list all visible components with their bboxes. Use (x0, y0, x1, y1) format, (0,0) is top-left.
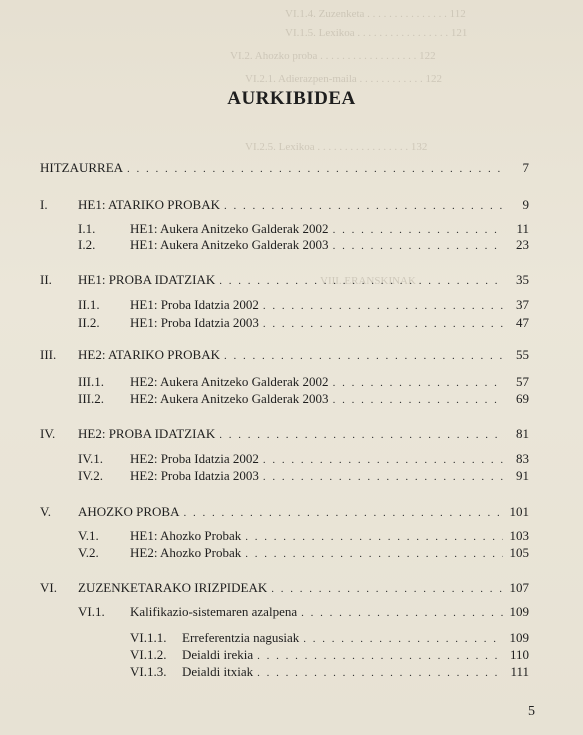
bleed-through-text: VIII. ERANSKINAK (320, 275, 416, 287)
dot-leader (263, 471, 503, 483)
toc-number: II.2. (78, 315, 100, 330)
toc-number: V. (40, 504, 51, 519)
toc-label: Deialdi irekia (182, 647, 254, 662)
dot-leader (333, 377, 503, 389)
toc-page-number: 9 (522, 197, 529, 212)
toc-entry (78, 468, 529, 484)
toc-page-number: 23 (516, 237, 529, 252)
toc-page-number: 81 (516, 426, 529, 441)
toc-page-number: 109 (509, 630, 529, 645)
dot-leader (127, 163, 503, 175)
dot-leader (245, 548, 503, 560)
toc-number: I. (40, 197, 48, 212)
dot-leader (301, 607, 503, 619)
toc-label: Deialdi itxiak (182, 664, 254, 679)
dot-leader (183, 507, 503, 519)
toc-entry (40, 426, 529, 442)
toc-page-number: 110 (509, 647, 529, 662)
toc-label: HE1: ATARIKO PROBAK (78, 197, 220, 212)
toc-entry (78, 604, 529, 620)
toc-page-number: 35 (516, 272, 529, 287)
toc-page-number: 103 (509, 528, 529, 543)
toc-entry (40, 197, 529, 213)
dot-leader (245, 531, 503, 543)
toc-number: III. (40, 347, 57, 362)
toc-page-number: 107 (509, 580, 529, 595)
toc-label: HITZAURREA (40, 160, 124, 175)
toc-number: V.2. (78, 545, 99, 560)
dot-leader (263, 318, 503, 330)
bleed-through-text: VI.2.1. Adierazpen-maila . . . . . . . . . . . . 122 (245, 73, 443, 85)
bleed-through-text: VI.2. Ahozko proba . . . . . . . . . . . . . . . . . . 122 (230, 50, 436, 62)
dot-leader (303, 633, 503, 645)
dot-leader (333, 240, 503, 252)
toc-label: HE2: Proba Idatzia 2002 (130, 451, 259, 466)
dot-leader (257, 667, 503, 679)
toc-page-number: 55 (516, 347, 529, 362)
toc-number: VI.1.2. (130, 647, 167, 662)
toc-label: HE2: Aukera Anitzeko Galderak 2003 (130, 391, 329, 406)
toc-entry (130, 647, 529, 663)
toc-number: IV.1. (78, 451, 104, 466)
toc-entry (78, 391, 529, 407)
toc-entry (78, 545, 529, 561)
toc-label: HE1: PROBA IDATZIAK (78, 272, 216, 287)
toc-label: HE2: ATARIKO PROBAK (78, 347, 220, 362)
toc-label: HE2: Ahozko Probak (130, 545, 242, 560)
dot-leader (263, 454, 503, 466)
dot-leader (219, 275, 503, 287)
toc-entry (78, 374, 529, 390)
dot-leader (224, 200, 503, 212)
page-number: 5 (528, 704, 535, 719)
toc-number: III.2. (78, 391, 104, 406)
toc-page-number: 111 (510, 664, 529, 679)
toc-number: VI.1.1. (130, 630, 167, 645)
toc-number: II.1. (78, 297, 100, 312)
toc-label: HE1: Aukera Anitzeko Galderak 2002 (130, 221, 329, 236)
toc-entry (130, 664, 529, 680)
toc-number: V.1. (78, 528, 99, 543)
toc-entry (40, 272, 529, 288)
toc-page-number: 101 (509, 504, 529, 519)
toc-label: HE2: Aukera Anitzeko Galderak 2002 (130, 374, 329, 389)
toc-label: HE2: Proba Idatzia 2003 (130, 468, 259, 483)
dot-leader (271, 583, 503, 595)
toc-number: I.1. (78, 221, 96, 236)
page-title: AURKIBIDEA (227, 88, 356, 109)
toc-page-number: 105 (509, 545, 529, 560)
toc-label: Erreferentzia nagusiak (182, 630, 300, 645)
dot-leader (263, 300, 503, 312)
toc-page-number: 37 (516, 297, 529, 312)
bleed-through-text: VI.1.5. Lexikoa . . . . . . . . . . . . . . . . . 121 (285, 27, 468, 39)
toc-page-number: 47 (516, 315, 529, 330)
toc-entry (40, 160, 529, 176)
toc-entry (78, 451, 529, 467)
dot-leader (333, 394, 503, 406)
toc-number: VI.1. (78, 604, 105, 619)
toc-page-number: 7 (522, 160, 529, 175)
dot-leader (219, 429, 503, 441)
dot-leader (257, 650, 503, 662)
toc-entry (78, 315, 529, 331)
toc-label: HE1: Ahozko Probak (130, 528, 242, 543)
bleed-through-text: VI.1.4. Zuzenketa . . . . . . . . . . . . . . . 112 (285, 8, 466, 20)
toc-label: HE1: Proba Idatzia 2002 (130, 297, 259, 312)
toc-label: HE2: PROBA IDATZIAK (78, 426, 216, 441)
toc-entry (78, 221, 529, 237)
toc-number: I.2. (78, 237, 96, 252)
toc-label: HE1: Proba Idatzia 2003 (130, 315, 259, 330)
bleed-through-text: VI.2.5. Lexikoa . . . . . . . . . . . . . . . . . 132 (245, 141, 428, 153)
toc-entry (78, 528, 529, 544)
toc-number: IV. (40, 426, 56, 441)
toc-entry (40, 580, 529, 596)
toc-page-number: 11 (516, 221, 529, 236)
toc-number: IV.2. (78, 468, 104, 483)
toc-page-number: 109 (509, 604, 529, 619)
toc-page-number: 69 (516, 391, 529, 406)
toc-number: VI. (40, 580, 57, 595)
toc-page-number: 91 (516, 468, 529, 483)
toc-label: AHOZKO PROBA (78, 504, 180, 519)
toc-entry (78, 297, 529, 313)
toc-entry (130, 630, 529, 646)
toc-entry (40, 504, 529, 520)
toc-page-number: 83 (516, 451, 529, 466)
dot-leader (333, 224, 503, 236)
toc-number: II. (40, 272, 52, 287)
toc-label: Kalifikazio-sistemaren azalpena (130, 604, 298, 619)
toc-entry (40, 347, 529, 363)
toc-label: ZUZENKETARAKO IRIZPIDEAK (78, 580, 268, 595)
toc-number: VI.1.3. (130, 664, 167, 679)
dot-leader (224, 350, 503, 362)
toc-entry (78, 237, 529, 253)
toc-label: HE1: Aukera Anitzeko Galderak 2003 (130, 237, 329, 252)
toc-page-number: 57 (516, 374, 529, 389)
toc-number: III.1. (78, 374, 104, 389)
